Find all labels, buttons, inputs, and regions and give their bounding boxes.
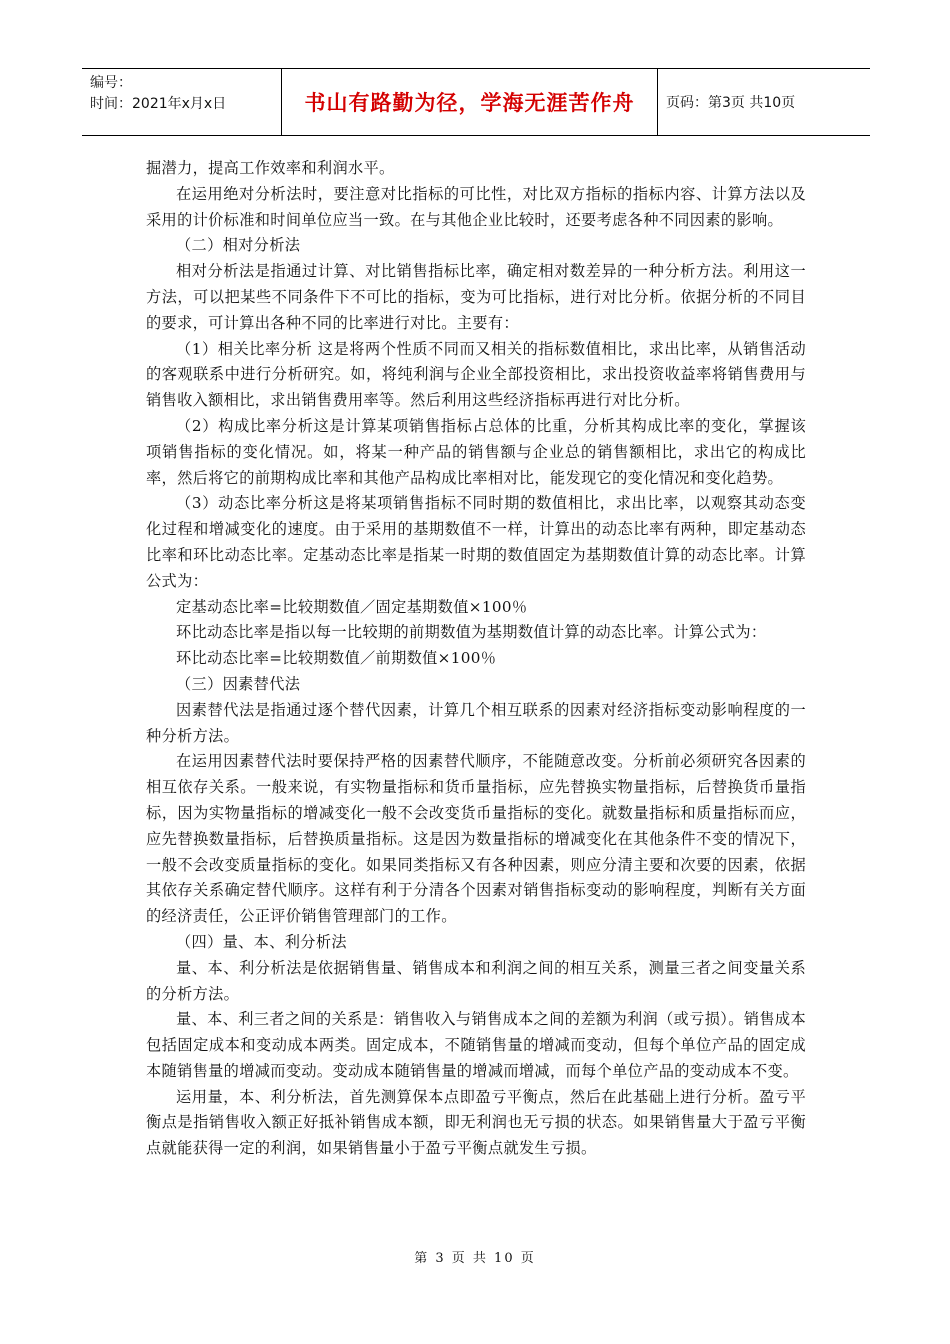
list-item: （3）动态比率分析这是将某项销售指标不同时期的数值相比，求出比率，以观察其动态变化过程和增减变化的速度。由于采用的基期数值不一样，计算出的动态比率有两种，即定基动态比率和环比动态比率。定基动态比率是指某一时期的数值固定为基期数值计算的动态比率。计算公式为：: [146, 494, 806, 590]
header-motto-cell: [282, 69, 658, 135]
section-heading: （四）量、本、利分析法: [176, 932, 347, 951]
page-header: [82, 68, 870, 136]
section-heading: （三）因素替代法: [176, 674, 301, 693]
document-code-label: 编号：: [90, 75, 132, 91]
paragraph: 掘潜力，提高工作效率和利润水平。: [146, 159, 395, 177]
paragraph: 量、本、利分析法是依据销售量、销售成本和利润之间的相互关系，测量三者之间变量关系的分析方法。: [146, 958, 806, 1003]
formula: 环比动态比率=比较期数值／前期数值×100％: [176, 649, 497, 668]
paragraph: 在运用因素替代法时要保持严格的因素替代顺序，不能随意改变。分析前必须研究各因素的相互依存关系。一般来说，有实物量指标和货币量指标，应先替换实物量指标，后替换货币量指标，因为实物量指标的增减变化一般不会改变货币量指标的变化。就数量指标和质量指标而应，应先替换数量指标，后替换质量指标。这是因为数量指标的增减变化在其他条件不变的情况下，一般不会改变质量指标的变化。如果同类指标又有各种因素，则应分清主要和次要的因素，依据其依存关系确定替代顺序。这样有利于分清各个因素对销售指标变动的影响程度，判断有关方面的经济责任，公正评价销售管理部门的工作。: [146, 752, 806, 926]
header-meta: [82, 69, 282, 135]
list-item: （1）相关比率分析 这是将两个性质不同而又相关的指标数值相比，求出比率，从销售活动的客观联系中进行分析研究。如，将纯利润与企业全部投资相比，求出投资收益率将销售费用与销售收入额相比，求出销售费用率等。然后利用这些经济指标再进行对比分析。: [146, 339, 806, 410]
paragraph: 因素替代法是指通过逐个替代因素，计算几个相互联系的因素对经济指标变动影响程度的一种分析方法。: [146, 700, 806, 745]
paragraph: 在运用绝对分析法时，要注意对比指标的可比性，对比双方指标的指标内容、计算方法以及采用的计价标准和时间单位应当一致。在与其他企业比较时，还要考虑各种不同因素的影响。: [146, 184, 806, 229]
document-body: [146, 156, 806, 1162]
paragraph: 量、本、利三者之间的关系是：销售收入与销售成本之间的差额为利润（或亏损）。销售成本包括固定成本和变动成本两类。固定成本，不随销售量的增减而变动，但每个单位产品的固定成本随销售量的增减而变动。变动成本随销售量的增减而增减，而每个单位产品的变动成本不变。: [146, 1010, 806, 1080]
paragraph: 相对分析法是指通过计算、对比销售指标比率，确定相对数差异的一种分析方法。利用这一方法，可以把某些不同条件下不可比的指标，变为可比指标，进行对比分析。依据分析的不同目的要求，可计算出各种不同的比率进行对比。主要有：: [146, 262, 806, 332]
list-item: （2）构成比率分析这是计算某项销售指标占总体的比重，分析其构成比率的变化，掌握该项销售指标的变化情况。如，将某一种产品的销售额与企业总的销售额相比，求出它的构成比率，然后将它的前期构成比率和其他产品构成比率相对比，能发现它的变化情况和变化趋势。: [146, 416, 806, 487]
paragraph: 环比动态比率是指以每一比较期的前期数值为基期数值计算的动态比率。计算公式为：: [176, 623, 767, 642]
paragraph: 运用量，本、利分析法，首先测算保本点即盈亏平衡点，然后在此基础上进行分析。盈亏平衡点是指销售收入额正好抵补销售成本额，即无利润也无亏损的状态。如果销售量大于盈亏平衡点就能获得一定的利润，如果销售量小于盈亏平衡点就发生亏损。: [146, 1087, 806, 1158]
header-page-number: 页码：第3页 共10页: [666, 95, 796, 111]
section-heading: （二）相对分析法: [176, 236, 301, 255]
header-motto: 书山有路勤为径，学海无涯苦作舟: [304, 91, 635, 115]
document-date: 时间：2021年x月x日: [90, 96, 227, 112]
page-footer: 第 3 页 共 10 页: [414, 1251, 536, 1266]
formula: 定基动态比率=比较期数值／固定基期数值×100％: [176, 597, 528, 616]
